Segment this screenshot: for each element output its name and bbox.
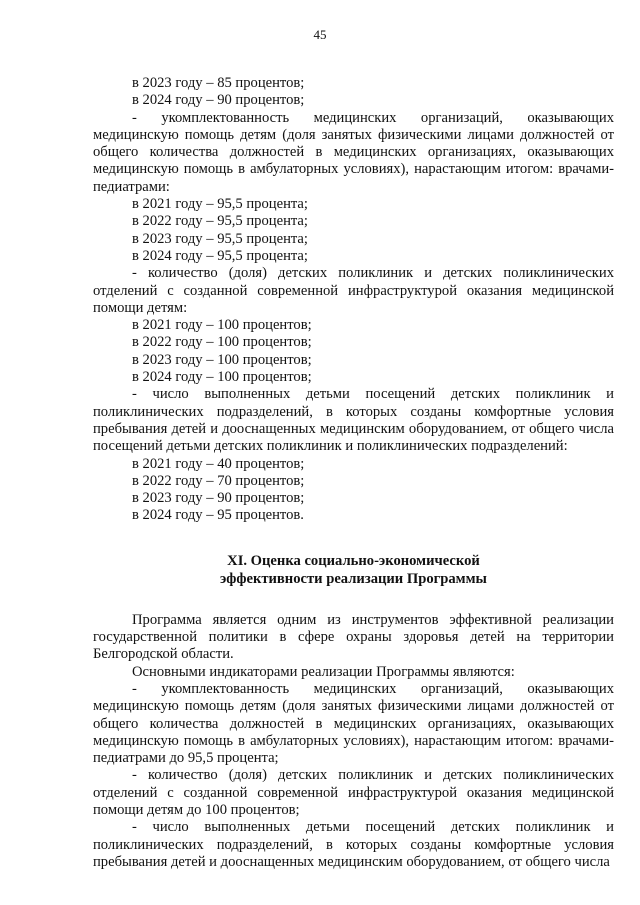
section-heading — [93, 552, 614, 588]
paragraph: Основными индикаторами реализации Программы являются: — [132, 663, 515, 680]
section-heading-line-1: XI. Оценка социально-экономической — [227, 552, 480, 569]
paragraph: в 2024 году – 90 процентов; — [132, 92, 305, 109]
paragraph: в 2023 году – 90 процентов; — [132, 490, 305, 507]
paragraph: в 2023 году – 95,5 процента; — [132, 230, 308, 247]
paragraph: - число выполненных детьми посещений детских поликлиник и поликлинических подразделений, в которых созданы комфортные условия пребывания детей и дооснащенных медицинским оборудованием, от общего числа — [93, 819, 614, 870]
paragraph: в 2021 году – 100 процентов; — [132, 317, 312, 334]
paragraph: - количество (доля) детских поликлиник и детских поликлинических отделений с созданной современной инфраструктурой оказания медицинской помощи детям: — [93, 265, 614, 316]
paragraph: в 2023 году – 100 процентов; — [132, 351, 312, 368]
paragraph: - количество (доля) детских поликлиник и детских поликлинических отделений с созданной современной инфраструктурой оказания медицинской помощи детям до 100 процентов; — [93, 767, 614, 818]
paragraph: в 2022 году – 70 процентов; — [132, 472, 305, 489]
paragraph: в 2024 году – 100 процентов; — [132, 369, 312, 386]
paragraph: в 2024 году – 95,5 процента; — [132, 247, 308, 264]
paragraph: в 2022 году – 95,5 процента; — [132, 213, 308, 230]
section-heading-line-2: эффективности реализации Программы — [220, 570, 487, 587]
paragraph: - число выполненных детьми посещений детских поликлиник и поликлинических подразделений, в которых созданы комфортные условия пребывания детей и дооснащенных медицинским оборудованием, от общего числа посещений детьми детских поликлиник и поликлинических подразделений: — [93, 386, 614, 455]
page-number: 45 — [313, 27, 327, 42]
paragraph: в 2021 году – 40 процентов; — [132, 455, 305, 472]
document-body — [93, 75, 614, 871]
paragraph: в 2024 году – 95 процентов. — [132, 507, 304, 524]
paragraph: в 2022 году – 100 процентов; — [132, 334, 312, 351]
paragraph: в 2023 году – 85 процентов; — [132, 75, 305, 91]
paragraph: - укомплектованность медицинских организаций, оказывающих медицинскую помощь детям (доля занятых физическими лицами должностей от общего количества должностей в медицинских организациях, оказывающих медицинскую помощь в амбулаторных условиях), нарастающим итогом: врачами-педиатрами до 95,5 процента; — [93, 680, 614, 767]
paragraph: - укомплектованность медицинских организаций, оказывающих медицинскую помощь детям (доля занятых физическими лицами должностей от общего количества должностей в медицинских организациях, оказывающих медицинскую помощь в амбулаторных условиях), нарастающим итогом: врачами-педиатрами: — [93, 109, 614, 195]
paragraph: в 2021 году – 95,5 процента; — [132, 196, 308, 213]
paragraph: Программа является одним из инструментов эффективной реализации государственной политики в сфере охраны здоровья детей на территории Белгородской области. — [93, 611, 614, 663]
